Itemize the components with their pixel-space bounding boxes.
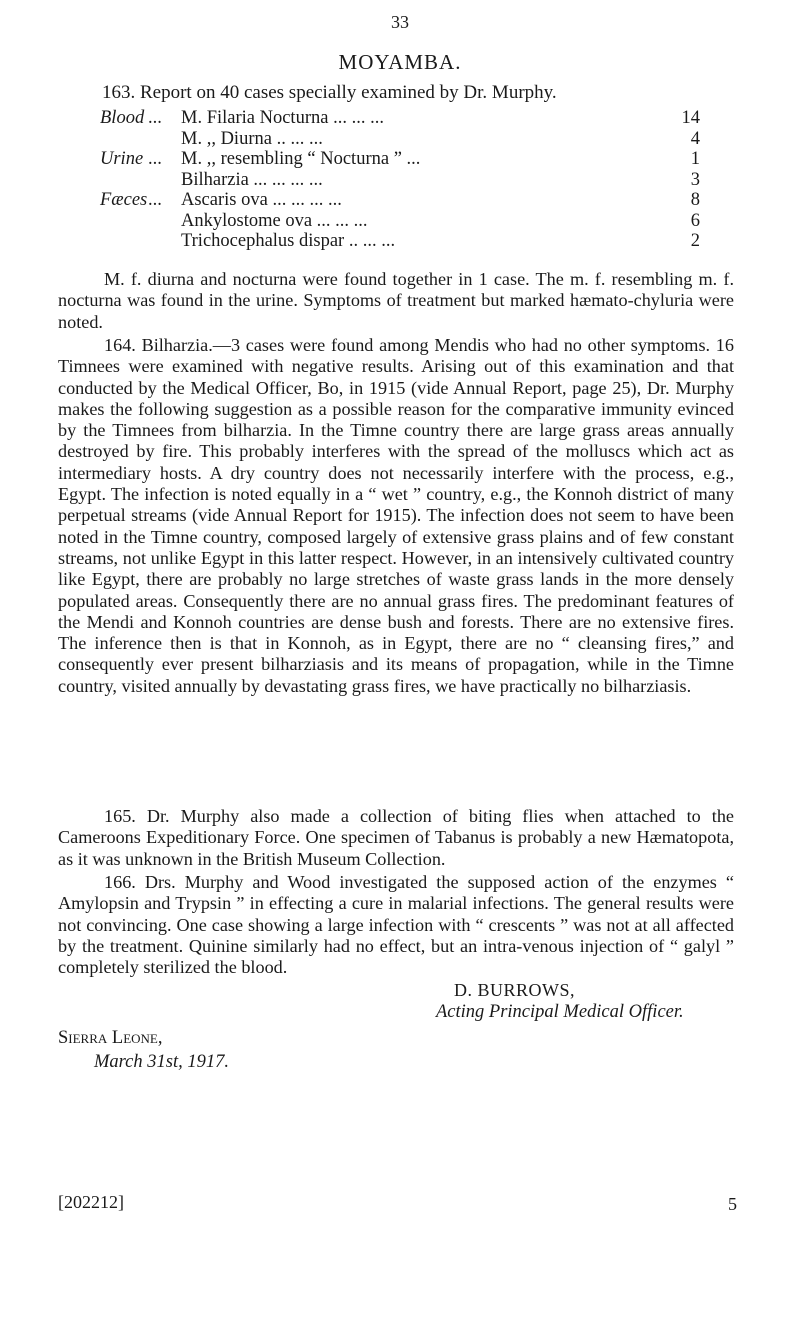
specimen-leader: ... xyxy=(148,190,162,210)
paragraph-bilharzia: 164. Bilharzia.—3 cases were found among Mendis who had no other symptoms. 16 Timnees were examined with negative results. Arising out of this examination and that conducted by the Medical Officer, Bo, in 1915 (vide Annual Report, page 25), Dr. Murphy makes the following suggestion as a possible reason for the comparative immunity evinced by the Timnees from bilharzia. In the Timne country there are large grass areas annually destroyed by fire. This probably interferes with the spread of the molluscs which act as intermediary hosts. A dry country does not necessarily interfere with the process, e.g., Egypt. The infection is noted equally in a “ wet ” country, e.g., the Konnoh district of many perpetual streams (vide Annual Report for 1915). The infection does not seem to have been noted in the Timne country, composed largely of extensive grass plains and of few constant streams, not unlike Egypt in this latter respect. However, in an intensively cultivated country like Egypt, there are probably no large stretches of waste grass lands in the more densely populated areas. Consequently there are no annual grass fires. The predominant features of the Mendi and Konnoh countries are dense bush and forests. There are no extensive fires. The inference then is that in Konnoh, as in Egypt, there are no “ cleansing fires,” and consequently ever present bilharziasis and its means of propagation, while in the Timne country, visited annually by devastating grass fires, we have practically no bilharziasis. xyxy=(58,335,734,696)
specimen-row xyxy=(100,129,700,150)
specimen-category xyxy=(100,211,148,232)
specimen-label: Ascaris ova ... ... ... ... xyxy=(181,190,342,210)
specimen-label: Bilharzia ... ... ... ... xyxy=(181,169,323,190)
specimen-count: 1 xyxy=(690,149,700,169)
specimen-category: Fæces xyxy=(100,190,148,210)
specimen-category xyxy=(100,231,148,252)
specimen-leader xyxy=(148,211,181,232)
specimen-leader: ... xyxy=(148,149,162,169)
specimen-category: Urine xyxy=(100,149,144,169)
paragraph-filaria-note: M. f. diurna and nocturna were found together in 1 case. The m. f. resembling m. f. nocturna was found in the urine. Symptoms of treatment but marked hæmato-chyluria were noted. xyxy=(58,269,734,332)
specimen-category xyxy=(100,129,148,150)
footer-reference: [202212] xyxy=(58,1192,124,1212)
specimen-label: M. ,, Diurna .. ... ... xyxy=(181,128,323,149)
specimen-table xyxy=(100,108,700,252)
page-number: 33 xyxy=(391,12,409,32)
place: Sierra Leone, xyxy=(58,1028,163,1048)
date: March 31st, 1917. xyxy=(94,1052,229,1072)
specimen-label: M. ,, resembling “ Nocturna ” ... xyxy=(181,149,421,169)
specimen-row xyxy=(100,231,700,252)
specimen-category xyxy=(100,170,148,191)
report-title: 163. Report on 40 cases specially examined by Dr. Murphy. xyxy=(102,82,557,103)
paragraph-enzymes: 166. Drs. Murphy and Wood investigated the supposed action of the enzymes “ Amylopsin and Trypsin ” in effecting a cure in malarial infections. The general results were not convincing. One case showing a large infection with “ crescents ” was not at all affected by the treatment. Quinine similarly had no effect, but an intra-venous injection of “ galyl ” completely sterilized the blood. xyxy=(58,872,734,978)
specimen-count: 3 xyxy=(690,169,700,190)
specimen-row xyxy=(100,170,700,191)
specimen-row xyxy=(100,190,700,211)
specimen-label: Ankylostome ova ... ... ... xyxy=(181,210,368,231)
specimen-leader xyxy=(148,231,181,252)
specimen-leader: ... xyxy=(148,108,162,128)
footer-page-number: 5 xyxy=(728,1194,737,1214)
specimen-label: Trichocephalus dispar .. ... ... xyxy=(181,231,396,251)
specimen-count: 14 xyxy=(681,108,700,128)
specimen-count: 2 xyxy=(690,231,700,251)
specimen-category: Blood xyxy=(100,108,145,128)
specimen-leader xyxy=(148,129,181,150)
specimen-label: M. Filaria Nocturna ... ... ... xyxy=(181,108,384,128)
specimen-count: 6 xyxy=(690,210,700,231)
specimen-row xyxy=(100,149,700,170)
page-heading: MOYAMBA. xyxy=(338,50,462,74)
signature-title: Acting Principal Medical Officer. xyxy=(436,1002,684,1022)
specimen-row xyxy=(100,108,700,129)
specimen-count: 4 xyxy=(690,128,700,149)
signature-name: D. BURROWS, xyxy=(454,980,576,1000)
specimen-leader xyxy=(148,170,181,191)
specimen-row xyxy=(100,211,700,232)
paragraph-biting-flies: 165. Dr. Murphy also made a collection of biting flies when attached to the Cameroons Expeditionary Force. One specimen of Tabanus is probably a new Hæmatopota, as it was unknown in the British Museum Collection. xyxy=(58,806,734,869)
specimen-count: 8 xyxy=(690,190,700,210)
